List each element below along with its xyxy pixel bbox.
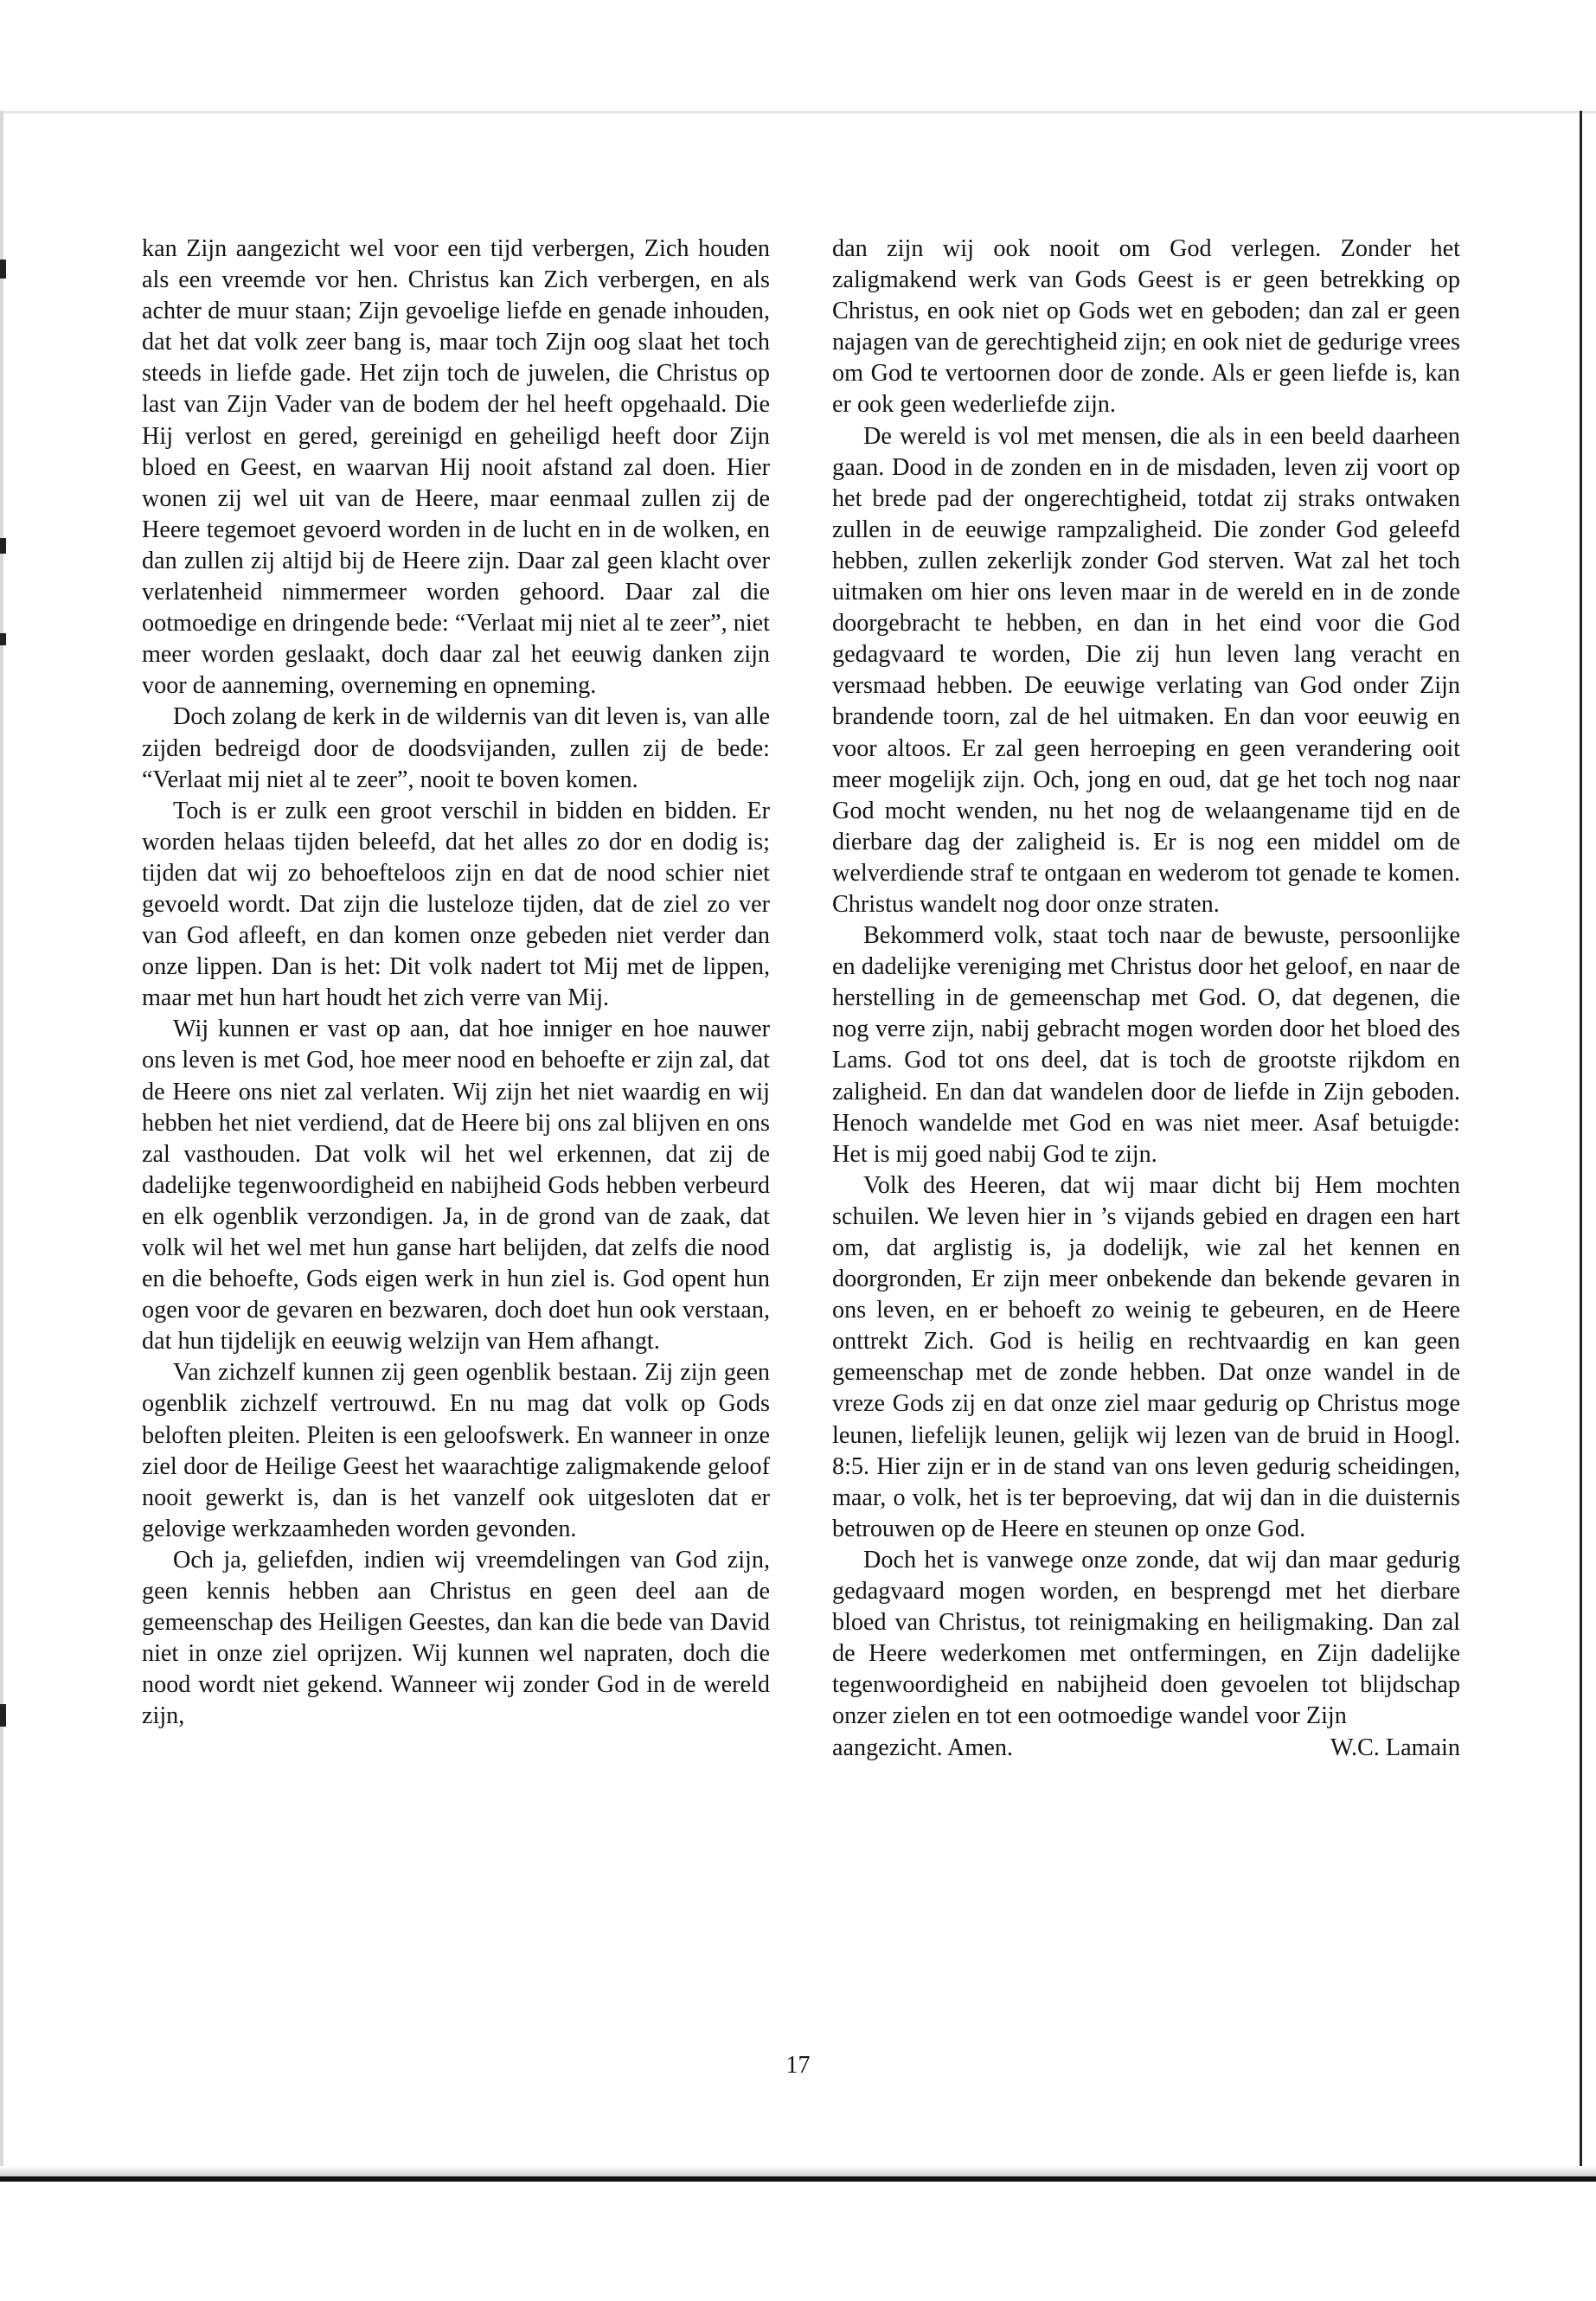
body-paragraph: Doch het is vanwege onze zonde, dat wij dan maar gedurig gedagvaard mogen worden, en besprengd met het dierbare bloed van Christus, tot reinigmaking en heiligmaking. Dan zal de Heere wederkomen met ontfermingen, en Zijn dadelijke tegenwoordigheid en nabijheid doen gevoelen tot blijdschap onzer zielen en tot een ootmoedige wandel voor Zijn: [832, 1546, 1460, 1730]
scan-edge-bottom: [0, 2176, 1596, 2182]
body-paragraph: De wereld is vol met mensen, die als in een beeld daarheen gaan. Dood in de zonden en in de misdaden, leven zij voort op het brede pad der ongerechtigheid, totdat zij straks ontwaken zullen in de eeuwige rampzaligheid. Die zonder God geleefd hebben, zullen zekerlijk zonder God sterven. Wat zal het toch uitmaken om hier ons leven maar in de wereld en in de zonde doorgebracht te hebben, en dan in het eind voor die God gedagvaard te worden, Die zij hun leven lang veracht en versmaad hebben. De eeuwige verlating van God onder Zijn brandende toorn, zal de hel uitmaken. En dan voor eeuwig en voor altoos. Er zal geen herroeping en geen verandering ooit meer mogelijk zijn. Och, jong en oud, dat ge het toch nog naar God mocht wenden, nu het nog de welaangename tijd en de dierbare dag der zaligheid is. Er is nog een middel om de welverdiende straf te ontgaan en wederom tot genade te komen. Christus wandelt nog door onze straten.: [832, 422, 1460, 918]
body-paragraph: Wij kunnen er vast op aan, dat hoe inniger en hoe nauwer ons leven is met God, hoe meer nood en behoefte er zijn zal, dat de Heere ons niet zal verlaten. Wij zijn het niet waardig en wij hebben het niet verdiend, dat de Heere bij ons zal blijven en ons zal vasthouden. Dat volk wil het wel erkennen, dat zij de dadelijke tegenwoordigheid en nabijheid Gods hebben verbeurd en elk ogenblik verzondigen. Ja, in de grond van de zaak, dat volk wil het wel met hun ganse hart belijden, dat zelfs die nood en die behoefte, Gods eigen werk in hun ziel is. God opent hun ogen voor de gevaren en bezwaren, doch doet hun ook verstaan, dat hun tijdelijk en eeuwig welzijn van Hem afhangt.: [142, 1016, 770, 1356]
scan-edge-right: [1580, 111, 1582, 2182]
body-paragraph: Van zichzelf kunnen zij geen ogenblik bestaan. Zij zijn geen ogenblik zichzelf vertrouwd. En nu mag dat volk op Gods beloften pleiten. Pleiten is een geloofswerk. En wanneer in onze ziel door de Heilige Geest het waarachtige zaligmakende geloof nooit gewerkt is, dan is het vanzelf ook uitgesloten dat er gelovige werkzaamheden worden gevonden.: [142, 1359, 770, 1542]
scan-edge-shadow: [0, 2166, 1596, 2176]
author-signature: W.C. Lamain: [1330, 1734, 1460, 1761]
scan-binding-mark: [0, 260, 6, 279]
body-paragraph: dan zijn wij ook nooit om God verlegen. Zonder het zaligmakend werk van Gods Geest is er geen betrekking op Christus, en ook niet op Gods wet en geboden; dan zal er geen najagen van de gerechtigheid zijn; en ook niet de gedurige vrees om God te vertoornen door de zonde. Als er geen liefde is, kan er ook geen wederliefde zijn.: [832, 235, 1460, 419]
scan-binding-mark: [0, 1704, 6, 1727]
page-number: 17: [785, 2052, 811, 2079]
right-text-column: [832, 234, 1460, 1764]
body-paragraph: Toch is er zulk een groot verschil in bidden en bidden. Er worden helaas tijden beleefd, dat het alles zo dor en dodig is; tijden dat wij zo behoefteloos zijn en dat de nood schier niet gevoeld wordt. Dat zijn die lusteloze tijden, dat de ziel zo ver van God afleeft, en dan komen onze gebeden niet verder dan onze lippen. Dan is het: Dit volk nadert tot Mij met de lippen, maar met hun hart houdt het zich verre van Mij.: [142, 797, 770, 1012]
closing-line: [832, 1733, 1460, 1764]
scan-edge-left: [0, 111, 3, 2182]
scan-binding-mark: [0, 633, 6, 645]
left-text-column: [142, 234, 770, 1733]
scan-edge-top: [0, 111, 1596, 113]
body-paragraph: Doch zolang de kerk in de wildernis van dit leven is, van alle zijden bedreigd door de doodsvijanden, zullen zij de bede: “Verlaat mij niet al te zeer”, nooit te boven komen.: [142, 703, 770, 793]
scan-binding-mark: [0, 538, 6, 554]
body-paragraph: Och ja, geliefden, indien wij vreemdelingen van God zijn, geen kennis hebben aan Christus en geen deel aan de gemeenschap des Heiligen Geestes, dan kan die bede van David niet in onze ziel oprijzen. Wij kunnen wel napraten, doch die nood wordt niet gekend. Wanneer wij zonder God in de wereld zijn,: [142, 1546, 770, 1730]
body-paragraph: kan Zijn aangezicht wel voor een tijd verbergen, Zich houden als een vreemde vor hen. Christus kan Zich verbergen, en als achter de muur staan; Zijn gevoelige liefde en genade inhouden, dat het dat volk zeer bang is, maar toch Zijn oog slaat het toch steeds in liefde gade. Het zijn toch de juwelen, die Christus op last van Zijn Vader van de bodem der hel heeft opgehaald. Die Hij verlost en gered, gereinigd en geheiligd heeft door Zijn bloed en Geest, en waarvan Hij nooit afstand zal doen. Hier wonen zij wel uit van de Heere, maar eenmaal zullen zij de Heere tegemoet gevoerd worden in de lucht en in de wolken, en dan zullen zij altijd bij de Heere zijn. Daar zal geen klacht over verlatenheid nimmermeer worden gehoord. Daar zal die ootmoedige en dringende bede: “Verlaat mij niet al te zeer”, niet meer worden geslaakt, doch daar zal het eeuwig danken zijn voor de aanneming, overneming en opneming.: [142, 235, 770, 700]
closing-words: aangezicht. Amen.: [832, 1734, 1013, 1761]
body-paragraph: Volk des Heeren, dat wij maar dicht bij Hem mochten schuilen. We leven hier in ’s vijands gebied en dragen een hart om, dat arglistig is, ja dodelijk, wie zal het kennen en doorgronden, Er zijn meer onbekende dan bekende gevaren in ons leven, en er behoeft zo weinig te gebeuren, en de Heere onttrekt Zich. God is heilig en rechtvaardig en kan geen gemeenschap met de zonde hebben. Dat onze wandel in de vreze Gods zij en dat onze ziel maar gedurig op Christus moge leunen, liefelijk leunen, gelijk wij lezen van de bruid in Hoogl. 8:5. Hier zijn er in de stand van ons leven gedurig scheidingen, maar, o volk, het is ter beproeving, dat wij dan in die duisternis betrouwen op de Heere en steunen op onze God.: [832, 1171, 1460, 1542]
body-paragraph: Bekommerd volk, staat toch naar de bewuste, persoonlijke en dadelijke vereniging met Christus door het geloof, en naar de herstelling in de gemeenschap met God. O, dat degenen, die nog verre zijn, nabij gebracht mogen worden door het bloed des Lams. God tot ons deel, dat is toch de grootste rijkdom en zaligheid. En dan dat wandelen door de liefde in Zijn geboden. Henoch wandelde met God en was niet meer. Asaf betuigde: Het is mij goed nabij God te zijn.: [832, 922, 1460, 1168]
